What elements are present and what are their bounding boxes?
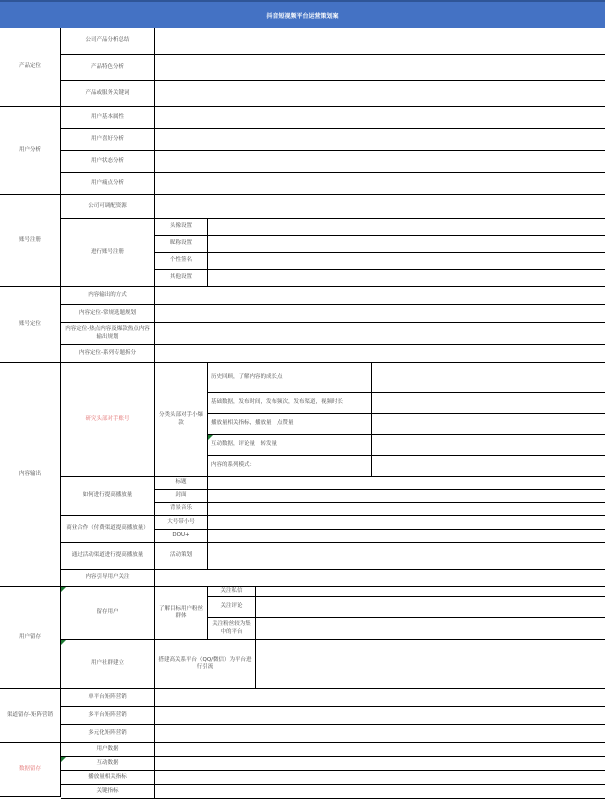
section-label[interactable]: 用户分析	[0, 107, 61, 195]
sub-item-label[interactable]: 关注评论	[208, 597, 256, 618]
item-label[interactable]: 通过活动渠道进行提高播放量	[61, 543, 155, 570]
item-label[interactable]: 内容定位-系列专题拆分	[61, 345, 155, 363]
section-label[interactable]: 内容输出	[0, 363, 61, 587]
item-label[interactable]: 播放量相关指标	[61, 771, 155, 785]
content-cell[interactable]	[155, 323, 605, 345]
content-cell[interactable]	[155, 725, 605, 743]
item-label[interactable]: 互动数据	[61, 757, 155, 771]
section-label[interactable]: 渠道留存-矩阵营销	[0, 689, 61, 743]
sub-item-label[interactable]: 昵称设置	[155, 236, 208, 253]
content-cell[interactable]	[208, 530, 605, 543]
sub-item-label[interactable]: 分类头部对手小爆款	[155, 363, 208, 477]
item-label[interactable]: 产品特色分析	[61, 55, 155, 81]
item-label[interactable]: 商业合作（付费渠道提高播放量）	[61, 516, 155, 543]
item-label[interactable]: 产品或服务关键词	[61, 81, 155, 107]
item-label[interactable]: 如何进行提高播放量	[61, 477, 155, 516]
sub-item-label[interactable]: 头像设置	[155, 219, 208, 236]
content-cell[interactable]	[256, 587, 605, 597]
item-label[interactable]: 研究头部对手账号	[61, 363, 155, 477]
content-cell[interactable]	[372, 414, 605, 435]
content-cell[interactable]	[155, 55, 605, 81]
item-label[interactable]: 内容输出的方式	[61, 287, 155, 305]
item-label[interactable]: 关键指标	[61, 785, 155, 799]
content-cell[interactable]	[155, 757, 605, 771]
sub-item-label[interactable]: 活动策划	[155, 543, 208, 570]
content-cell[interactable]	[208, 543, 605, 570]
content-cell[interactable]	[208, 219, 605, 236]
sub-item-label[interactable]: DOU+	[155, 530, 208, 543]
content-cell[interactable]	[155, 287, 605, 305]
item-label[interactable]: 留存用户	[61, 587, 155, 640]
comment-indicator-icon[interactable]	[208, 435, 213, 440]
item-label[interactable]: 用户喜好分析	[61, 129, 155, 151]
content-cell[interactable]	[208, 477, 605, 490]
content-cell[interactable]	[256, 640, 605, 689]
content-cell[interactable]	[155, 345, 605, 363]
content-cell[interactable]	[155, 107, 605, 129]
item-label[interactable]: 用户基本属性	[61, 107, 155, 129]
section-label[interactable]: 用户留存	[0, 587, 61, 689]
content-cell[interactable]	[155, 689, 605, 707]
sub-item-label[interactable]: 背景音乐	[155, 503, 208, 516]
comment-indicator-icon[interactable]	[61, 640, 66, 645]
sub-item-label[interactable]: 关注粉丝较为集中的平台	[208, 618, 256, 640]
content-cell[interactable]	[372, 456, 605, 477]
item-label[interactable]: 用户数据	[61, 743, 155, 757]
content-cell[interactable]	[155, 81, 605, 107]
sub-item-label[interactable]: 关注私信	[208, 587, 256, 597]
section-label[interactable]: 数据留存	[0, 743, 61, 797]
content-cell[interactable]	[372, 393, 605, 414]
research-item[interactable]: 互动数据，评论量 转发量	[208, 435, 372, 456]
sub-item-label[interactable]: 大号带小号	[155, 516, 208, 530]
item-label[interactable]: 多平台矩阵营销	[61, 707, 155, 725]
content-cell[interactable]	[155, 707, 605, 725]
content-cell[interactable]	[155, 129, 605, 151]
content-cell[interactable]	[208, 236, 605, 253]
sub-item-label[interactable]: 标题	[155, 477, 208, 490]
section-label[interactable]: 账号定位	[0, 287, 61, 363]
item-label[interactable]: 公司可调配资源	[61, 195, 155, 219]
item-label[interactable]: 内容引导用户关注	[61, 570, 155, 587]
item-label[interactable]: 用户社群建立	[61, 640, 155, 689]
content-cell[interactable]	[372, 363, 605, 393]
content-cell[interactable]	[155, 771, 605, 785]
research-item[interactable]: 播放量相关指标，播放量 点赞量	[208, 414, 372, 435]
research-item[interactable]: 历史回顾，了解内容的成长点	[208, 363, 372, 393]
item-label[interactable]: 内容定位-热点内容及爆款热点内容输出规划	[61, 323, 155, 345]
item-label[interactable]: 公司产品分析总结	[61, 28, 155, 55]
item-label[interactable]: 进行账号注册	[61, 219, 155, 287]
content-cell[interactable]	[155, 743, 605, 757]
sub-item-label[interactable]: 搭建高关系平台（QQ/微信）为平台进行引流	[155, 640, 256, 689]
research-item[interactable]: 基础数据，发布时间，发布频次，发布渠道，视频时长	[208, 393, 372, 414]
comment-indicator-icon[interactable]	[61, 587, 66, 592]
content-cell[interactable]	[208, 503, 605, 516]
sub-item-label[interactable]: 个性签名	[155, 253, 208, 270]
content-cell[interactable]	[155, 151, 605, 173]
content-cell[interactable]	[208, 490, 605, 503]
content-cell[interactable]	[155, 28, 605, 55]
content-cell[interactable]	[208, 270, 605, 287]
content-cell[interactable]	[208, 253, 605, 270]
sheet-title: 抖音短视频平台运营策划案	[0, 0, 605, 28]
content-cell[interactable]	[256, 597, 605, 618]
item-label[interactable]: 多元化矩阵营销	[61, 725, 155, 743]
sub-item-label[interactable]: 了解目标用户粉丝群体	[155, 587, 208, 640]
content-cell[interactable]	[155, 195, 605, 219]
comment-indicator-icon[interactable]	[61, 757, 66, 762]
section-label[interactable]: 账号注册	[0, 195, 61, 287]
content-cell[interactable]	[372, 435, 605, 456]
sub-item-label[interactable]: 封面	[155, 490, 208, 503]
section-label[interactable]: 产品定位	[0, 28, 61, 107]
sub-item-label[interactable]: 其他设置	[155, 270, 208, 287]
content-cell[interactable]	[256, 618, 605, 640]
item-label[interactable]: 用户痛点分析	[61, 173, 155, 195]
content-cell[interactable]	[208, 516, 605, 530]
research-item[interactable]: 内容的系列模式：	[208, 456, 372, 477]
item-label[interactable]: 用户状态分析	[61, 151, 155, 173]
content-cell[interactable]	[155, 305, 605, 323]
content-cell[interactable]	[155, 570, 605, 587]
item-label[interactable]: 内容定位-常规选题规划	[61, 305, 155, 323]
item-label[interactable]: 单平台矩阵营销	[61, 689, 155, 707]
content-cell[interactable]	[155, 173, 605, 195]
